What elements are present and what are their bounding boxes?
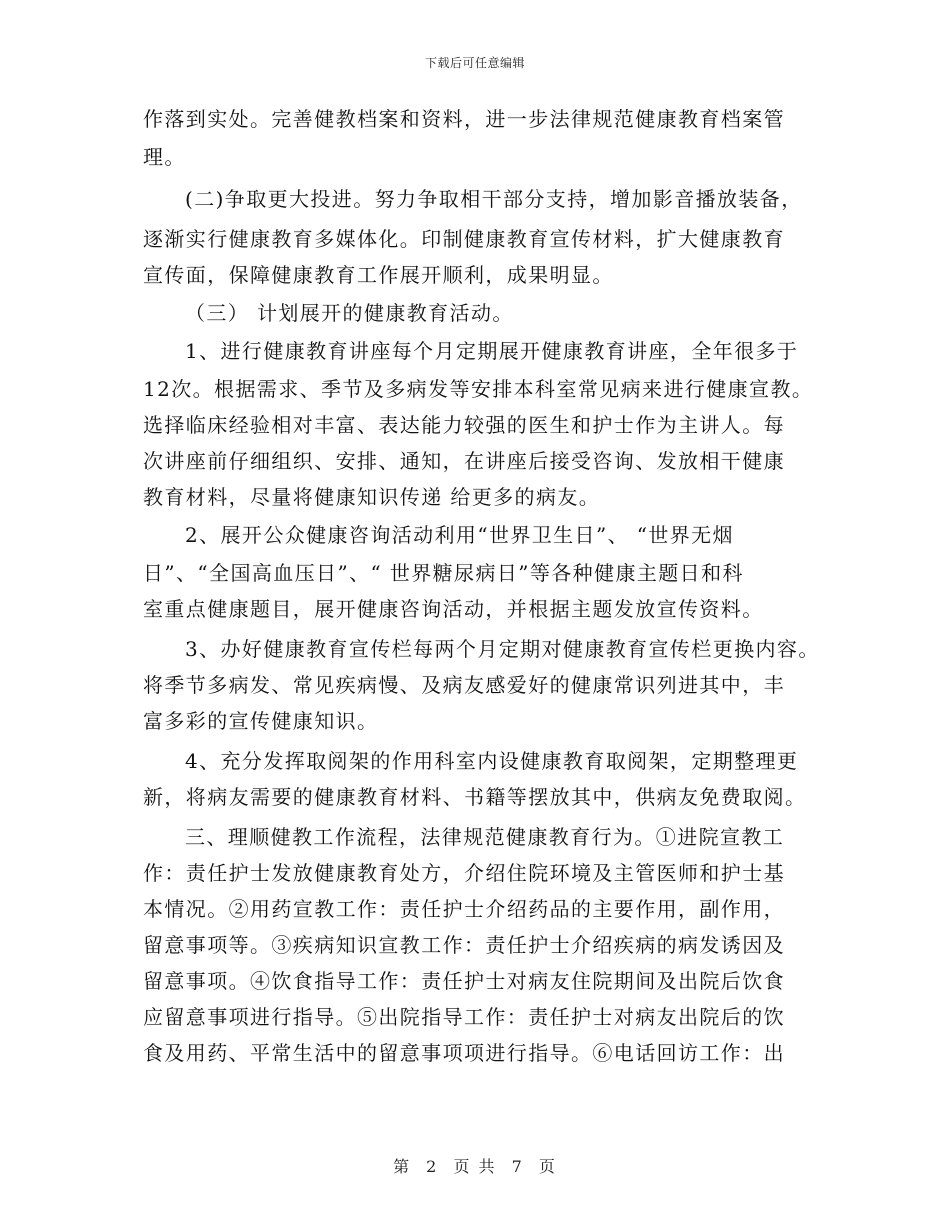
text-line: 富多彩的宣传健康知识。 [143, 709, 379, 733]
text-line: 日”、“全国高血压日”、“ 世界糖尿病日”等各种健康主题日和科 [143, 561, 744, 585]
text-line: 本情况。②用药宣教工作：责任护士介绍药品的主要作用，副作用， [143, 897, 785, 921]
text-line: 逐渐实行健康教育多媒体化。印制健康教育宣传材料，扩大健康教育 [143, 227, 785, 251]
text-line: 留意事项。④饮食指导工作：责任护士对病友住院期间及出院后饮食 [143, 969, 785, 993]
footer-middle: 页 共 [453, 1157, 497, 1176]
text-line: 食及用药、平常生活中的留意事项项进行指导。⑥电话回访工作：出 [143, 1041, 785, 1065]
text-line: 将季节多病发、常见疾病慢、及病友感爱好的健康常识列进其中，丰 [143, 673, 785, 697]
page-footer [0, 1154, 950, 1177]
text-line: 作落到实处。完善健教档案和资料，进一步法律规范健康教育档案管 [143, 107, 785, 131]
text-line: 三、理顺健教工作流程，法律规范健康教育行为。①进院宣教工 [185, 825, 785, 849]
total-page-count: 7 [511, 1157, 524, 1176]
text-line: 宣传面，保障健康教育工作展开顺利，成果明显。 [143, 263, 614, 287]
text-line: 12次。根据需求、季节及多病发等安排本科室常见病来进行健康宣教。 [143, 377, 814, 401]
text-line: 教育材料，尽量将健康知识传递 给更多的病友。 [143, 485, 601, 509]
text-line: (二)争取更大投进。努力争取相干部分支持，增加影音播放装备， [185, 187, 803, 211]
text-line: 室重点健康题目，展开健康咨询活动，并根据主题发放宣传资料。 [143, 597, 764, 621]
text-line: 理。 [143, 145, 186, 169]
current-page-number: 2 [426, 1157, 439, 1176]
text-line: （三） 计划展开的健康教育活动。 [185, 301, 514, 325]
text-line: 选择临床经验相对丰富、表达能力较强的医生和护士作为主讲人。每 [143, 413, 785, 437]
text-line: 3、办好健康教育宣传栏每两个月定期对健康教育宣传栏更换内容。 [185, 637, 820, 661]
text-line: 留意事项等。③疾病知识宣教工作：责任护士介绍疾病的病发诱因及 [143, 933, 785, 957]
footer-suffix: 页 [538, 1157, 557, 1176]
text-line: 次讲座前仔细组织、安排、通知，在讲座后接受咨询、发放相干健康 [143, 449, 785, 473]
page-header-note: 下载后可任意编辑 [424, 56, 525, 70]
text-line: 2、展开公众健康咨询活动利用“世界卫生日”、 “世界无烟 [185, 523, 734, 547]
footer-prefix: 第 [393, 1157, 412, 1176]
text-line: 作：责任护士发放健康教育处方，介绍住院环境及主管医师和护士基 [143, 861, 785, 885]
text-line: 4、充分发挥取阅架的作用科室内设健康教育取阅架，定期整理更 [185, 749, 799, 773]
text-line: 应留意事项进行指导。⑤出院指导工作：责任护士对病友出院后的饮 [143, 1005, 785, 1029]
text-line: 新，将病友需要的健康教育材料、书籍等摆放其中，供病友免费取阅。 [143, 785, 807, 809]
text-line: 1、进行健康教育讲座每个月定期展开健康教育讲座，全年很多于 [185, 339, 799, 363]
